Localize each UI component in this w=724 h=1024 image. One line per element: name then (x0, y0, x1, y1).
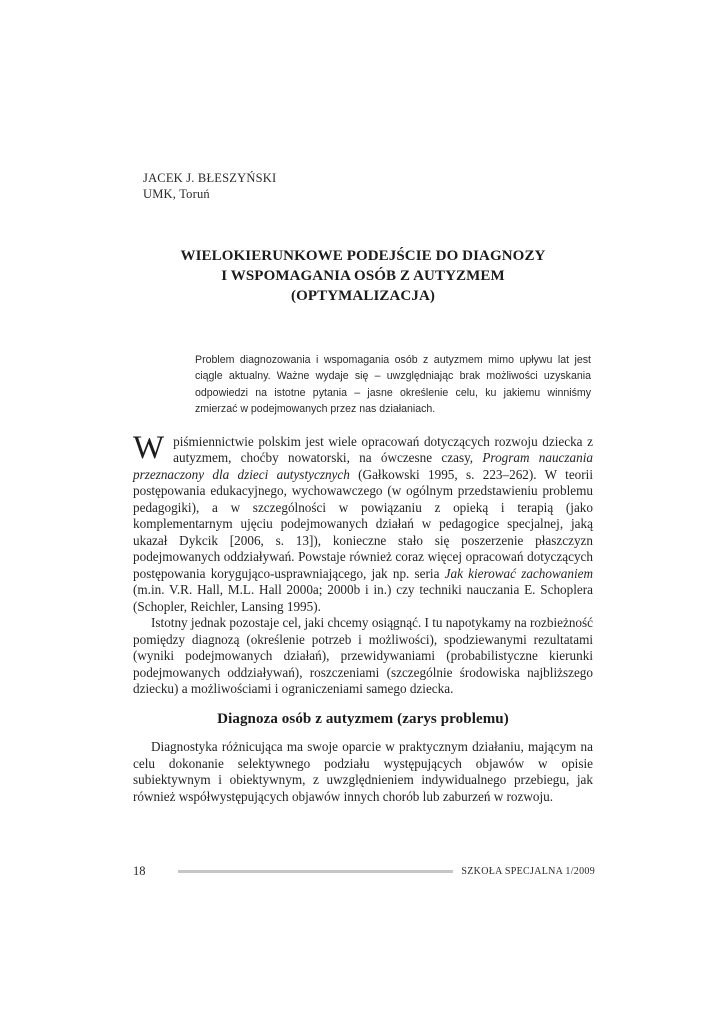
journal-name: SZKOŁA SPECJALNA 1/2009 (461, 866, 595, 877)
body-paragraph-1 (133, 429, 593, 616)
article-title-line-2: I WSPOMAGANIA OSÓB Z AUTYZMEM (221, 268, 505, 284)
article-title-line-3: (OPTYMALIZACJA) (291, 288, 435, 304)
body-paragraph-1-text: piśmiennictwie polskim jest wiele opracowań dotyczących rozwoju dziecka z autyzmem, choćby nowatorski, na ówczesne czasy, Program nauczania przeznaczony dla dzieci autystycznych (Gałkowski 1995, s. 223–262). W teorii postępowania edukacyjnego, wychowawczego (w ogólnym przedstawieniu problemu pedagogiki), a w szczególności w powiązaniu z opieką i terapią (jako komplementarnym ujęciu podejmowanych działań w pedagogice specjalnej, jaką ukazał Dykcik [2006, s. 13]), konieczne stało się poszerzenie płaszczyzn podejmowanych oddziaływań. Powstaje również coraz więcej opracowań dotyczących postępowania korygująco-usprawniającego, jak np. seria Jak kierować zachowaniem (m.in. V.R. Hall, M.L. Hall 2000a; 2000b i in.) czy techniki nauczania E. Schoplera (Schopler, Reichler, Lansing 1995). (133, 433, 593, 614)
author-affiliation: UMK, Toruń (143, 186, 210, 201)
author-block (133, 0, 593, 202)
article-body (133, 429, 593, 806)
footer-rule (178, 870, 454, 873)
page-content (133, 0, 593, 805)
abstract: Problem diagnozowania i wspomagania osób z autyzmem mimo upływu lat jest ciągle aktualny. Ważne wydaje się – uwzględniając brak możliwości uzyskania odpowiedzi na istotne pytania – jasne określenie celu, ku jakiemu winniśmy zmierzać w podejmowanych przez nas działaniach. (195, 354, 591, 416)
section-heading: Diagnoza osób z autyzmem (zarys problemu) (217, 710, 509, 727)
article-title (133, 246, 593, 306)
page-footer (133, 864, 595, 879)
body-paragraph-2: Istotny jednak pozostaje cel, jaki chcemy osiągnąć. I tu napotykamy na rozbieżność pomiędzy diagnozą (określenie potrzeb i możliwości), spodziewanymi rezultatami (wyniki podejmowanych działań), przewidywaniami (probabilistyczne kierunki podejmowanych oddziaływań), roszczeniami (szczególnie środowiska najbliższego dziecku) a możliwościami i ograniczeniami samego dziecka. (133, 615, 593, 697)
article-title-line-1: WIELOKIERUNKOWE PODEJŚCIE DO DIAGNOZY (180, 248, 546, 264)
author-name: JACEK J. BŁESZYŃSKI (143, 171, 277, 185)
dropcap-letter: W (133, 429, 165, 466)
page-number: 18 (133, 864, 146, 878)
body-paragraph-3: Diagnostyka różnicująca ma swoje oparcie w praktycznym działaniu, mającym na celu dokonanie selektywnego podziału występujących objawów w opisie subiektywnym i obiektywnym, z uwzględnieniem indywidualnego przebiegu, jak również współwystępujących objawów innych chorób lub zaburzeń w rozwoju. (133, 739, 593, 804)
